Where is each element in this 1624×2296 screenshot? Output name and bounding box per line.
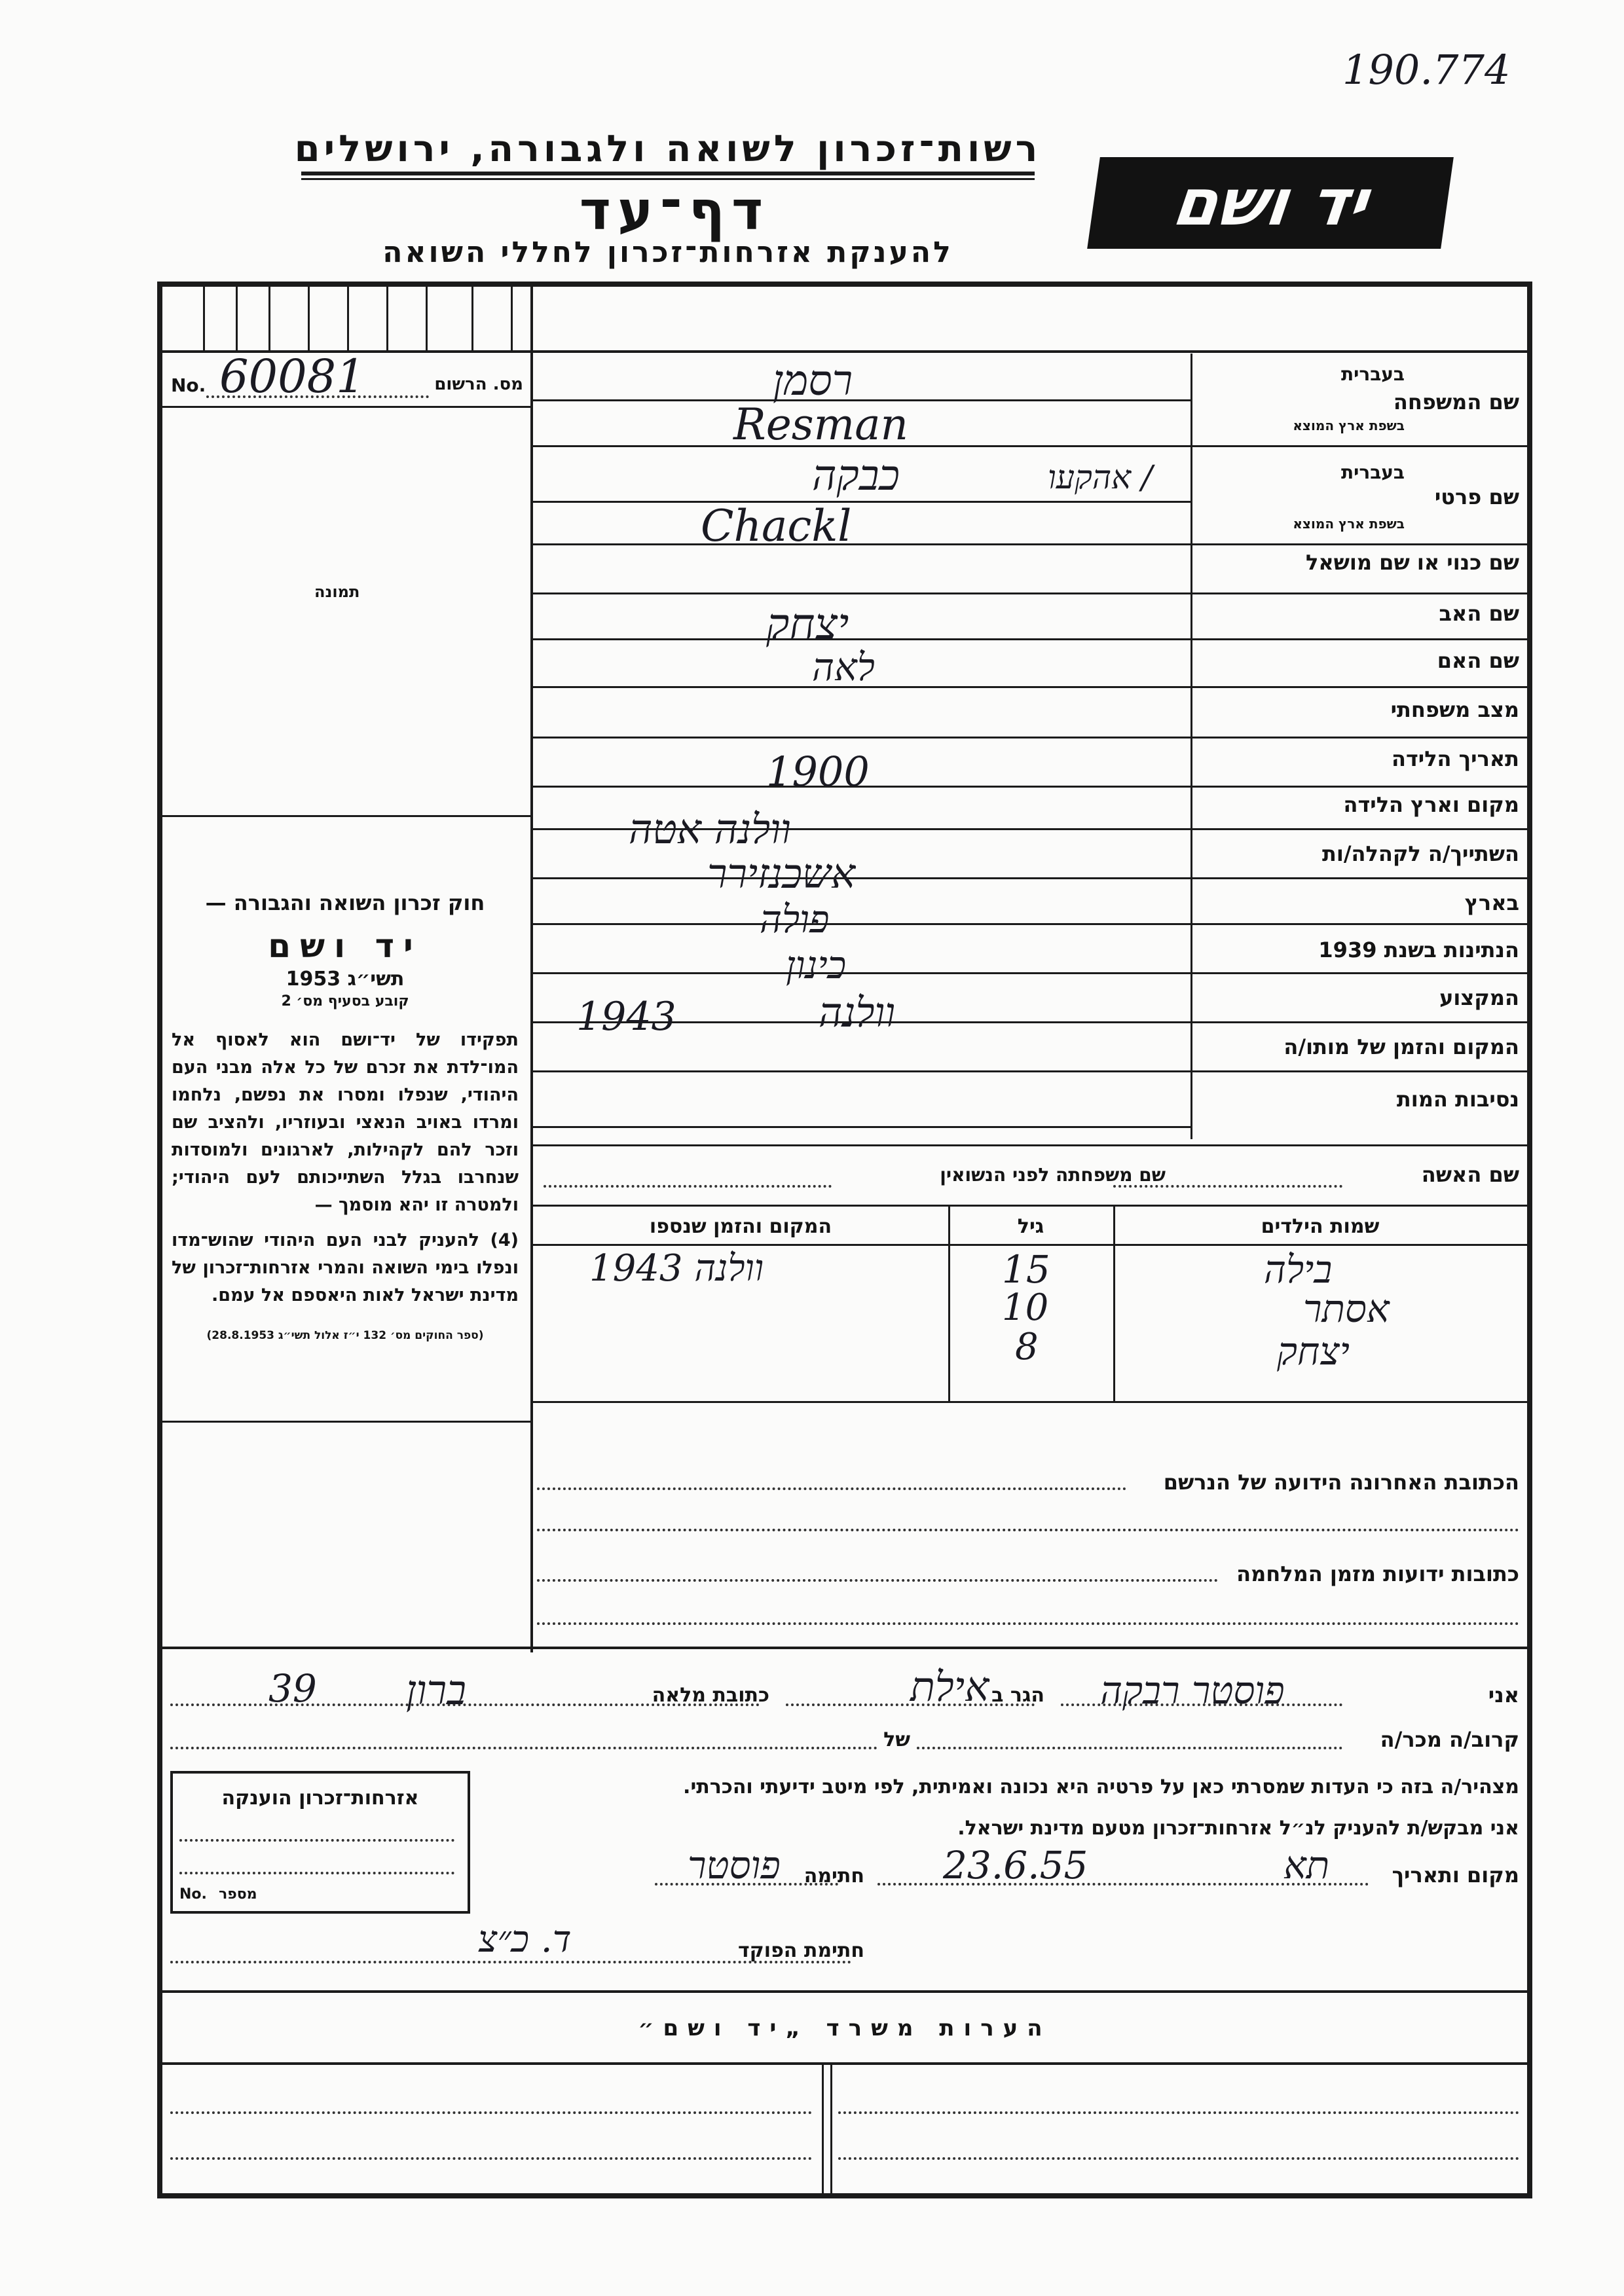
family-name-native-label: בשפת ארץ המוצא <box>1293 418 1405 433</box>
reg-row-line <box>157 406 533 408</box>
registration-number-row <box>167 350 527 406</box>
citizenship-title: אזרחות־זכרון הוענקה <box>221 1787 419 1810</box>
ticket-div-3 <box>268 284 270 351</box>
frame-left <box>157 282 162 2198</box>
wartime-dots-2 <box>537 1622 1519 1625</box>
lives-in-label: הגר ב <box>991 1684 1044 1707</box>
authority-title: רשות־זכרון לשואה ולגבורה, ירושלים <box>294 128 1042 170</box>
citizenship-box <box>170 1771 470 1914</box>
notes-dots-4 <box>838 2157 1519 2160</box>
ticket-div-4 <box>308 284 310 351</box>
last-address-dots-2 <box>537 1529 1519 1531</box>
birth-place-label: מקום וארץ הלידה <box>1343 792 1519 817</box>
first-name-native-label: בשפת ארץ המוצא <box>1293 516 1405 532</box>
marital-line <box>533 737 1527 738</box>
law-citation: (ספר החוקים מס׳ 132 י״ז אלול תשי״ג 28.8.1953) <box>206 1329 484 1342</box>
authority-underline <box>301 172 1035 175</box>
officer-label: חתימת הפוקד <box>738 1939 864 1962</box>
spouse-top-line <box>533 1144 1527 1146</box>
ticket-div-2 <box>236 284 238 351</box>
first-name-native-value: Chackl <box>701 501 852 551</box>
declaration-text: מצהיר/ה בזה כי העדות שמסרתי כאן על פרטיה היא נכונה ואמיתית, לפי מיטב ידיעתי והכרתי. <box>683 1776 1519 1798</box>
first-name-line-1 <box>533 501 1190 503</box>
frame-top <box>157 282 1532 287</box>
wife-dots <box>1113 1185 1342 1188</box>
maiden-name-label: שם משפחתה לפני הנשואין <box>940 1164 1166 1186</box>
family-name-label: שם המשפחה <box>1393 390 1519 414</box>
profession-value: כינון <box>786 943 847 987</box>
death-place-line <box>533 1070 1527 1072</box>
nickname-label: שם כנוי או שם מושאל <box>1305 550 1519 575</box>
request-text: אני מבקש/ת להעניק לנ״ל אזרחות־זכרון מטעם מדינת ישראל. <box>957 1817 1519 1840</box>
child-1-name: בילה <box>1264 1247 1333 1292</box>
residence-1939-label: הנתינות בשנת 1939 <box>1318 938 1519 962</box>
law-section: קובע בסעיף מס׳ 2 <box>281 993 409 1010</box>
first-name-extra-value: / אהקעו <box>1048 458 1153 496</box>
last-address-dots-1 <box>537 1487 1126 1490</box>
community-label: השתייך/ה לקהלה/ות <box>1321 841 1519 866</box>
notes-dots-3 <box>838 2111 1519 2114</box>
profession-label: המקצוע <box>1439 985 1519 1010</box>
law-paragraph-2: (4) להעניק לבני העם היהודי שהוש־מדו ונפלו בימי השואה והמרי אזרחות־זכרון של מדינת ישראל לאות היאספם אל עמם. <box>172 1230 519 1305</box>
wife-label: שם האשה <box>1421 1162 1519 1187</box>
children-age-header: גיל <box>1017 1215 1044 1238</box>
witness-city-value: אילת <box>910 1663 989 1711</box>
wartime-dots-1 <box>537 1579 1218 1582</box>
father-line <box>533 638 1527 640</box>
citizenship-number-label: מספר <box>219 1886 257 1903</box>
form-subtitle: להענקת אזרחות־זכרון לחללי השואה <box>382 236 953 269</box>
last-address-label: הכתובת האחרונה הידועה של הנרשם <box>1163 1470 1519 1495</box>
full-address-label: כתובת מלאה <box>652 1684 769 1707</box>
form-title: דף־עד <box>579 180 770 242</box>
law-title: חוק זכרון השואה והגבורה — <box>205 890 485 915</box>
witness-top-line <box>157 1647 1532 1649</box>
citizenship-no-label: No. <box>179 1886 207 1903</box>
ticket-div-9 <box>511 284 513 351</box>
archive-stamp-number: 190.774 <box>1342 46 1511 94</box>
relative-dots <box>917 1747 1342 1749</box>
family-name-hebrew-value: רסמן <box>773 357 853 405</box>
reg-dots <box>206 395 429 398</box>
death-place-value: וולנה <box>819 989 896 1036</box>
reg-label: מס. הרשום <box>434 374 523 394</box>
child-1-age: 15 <box>1002 1247 1050 1292</box>
children-header-line <box>533 1244 1527 1246</box>
law-name: יד ושם <box>268 927 422 965</box>
notes-dots-1 <box>170 2111 812 2114</box>
law-bottom-line <box>157 1421 533 1423</box>
place-date-label: מקום ותאריך <box>1392 1863 1519 1887</box>
first-name-line-2 <box>533 543 1527 545</box>
death-year-value: 1943 <box>576 994 676 1040</box>
date-value: 23.6.55 <box>943 1843 1088 1887</box>
child-2-name: אסתר <box>1303 1286 1390 1331</box>
nickname-line <box>533 592 1527 594</box>
ticket-div-5 <box>347 284 349 351</box>
left-column-divider <box>530 284 533 1652</box>
notes-top-line <box>157 1990 1532 1993</box>
father-value: יצחק <box>766 599 849 649</box>
residence-1939-line <box>533 972 1527 974</box>
ticket-div-6 <box>386 284 388 351</box>
mother-line <box>533 686 1527 688</box>
profession-line <box>533 1021 1527 1023</box>
photo-label: תמונה <box>314 583 360 601</box>
death-circumstances-label: נסיבות המות <box>1396 1087 1519 1112</box>
of-dots <box>170 1747 877 1749</box>
child-2-age: 10 <box>1002 1286 1049 1329</box>
child-3-name: יצחק <box>1277 1329 1350 1374</box>
children-top-line <box>533 1205 1527 1207</box>
mother-label: שם האם <box>1437 648 1519 673</box>
first-name-top-line <box>1190 445 1527 447</box>
children-names-header: שמות הילדים <box>1261 1215 1380 1238</box>
citizenship-dots-2 <box>179 1872 454 1874</box>
family-name-native-value: Resman <box>733 399 909 450</box>
office-notes-title: הערות משרד „יד ושם״ <box>638 2015 1052 2041</box>
place-value: תא <box>1283 1843 1330 1887</box>
first-name-hebrew-label: בעברית <box>1340 462 1405 483</box>
wartime-address-label: כתובות ידועות מזמן המלחמה <box>1236 1561 1519 1586</box>
mother-value: לאה <box>812 645 875 689</box>
frame-right <box>1527 282 1532 2198</box>
country-line <box>533 923 1527 925</box>
yad-vashem-logo <box>1087 157 1454 249</box>
maiden-dots <box>544 1185 832 1188</box>
community-line <box>533 877 1527 879</box>
signature-label: חתימה <box>803 1865 864 1887</box>
law-paragraph-1: תפקידו של יד־ושם הוא לאסוף אל המו־לדת את זכרם של כל אלה מבני העם היהודי, שנפלו ומסרו את נפשם, נלחמו ומרדו באויב הנאצי ובעוזריו, ולהציב שם וזכר להם לקהילות, לארגונים ולמוסדות שנחרבו בגלל השתייכותם לעם היהודי; ולמטרה זו יהא מוסמך — <box>172 1030 519 1215</box>
witness-name-value: פוסטר רבקה <box>1100 1668 1285 1713</box>
witness-i-label: אני <box>1488 1683 1519 1707</box>
family-name-hebrew-label: בעברית <box>1340 363 1405 385</box>
law-year: תשי״ג 1953 <box>286 968 405 991</box>
marital-label: מצב משפחתי <box>1390 697 1519 722</box>
community-value: וולנה אטה <box>629 805 791 853</box>
witness-street-value: ברון <box>406 1666 467 1714</box>
ticket-div-8 <box>471 284 473 351</box>
law-text-block <box>172 890 519 1342</box>
first-name-label: שם פרטי <box>1434 484 1519 509</box>
witness-house-value: 39 <box>268 1666 317 1711</box>
first-name-hebrew-value: כבקה <box>812 452 900 500</box>
ticket-div-7 <box>426 284 428 351</box>
officer-signature: ד. כ״צ <box>478 1918 572 1961</box>
relative-label: קרוב/ה מכר/ה <box>1380 1727 1519 1752</box>
notes-header-line <box>157 2062 1532 2065</box>
of-label: של <box>883 1728 910 1751</box>
officer-dots <box>170 1961 851 1963</box>
reg-number: 60081 <box>219 350 365 403</box>
photo-bottom-line <box>157 815 533 817</box>
birth-date-value: 1900 <box>766 748 870 795</box>
citizenship-dots-1 <box>179 1839 454 1842</box>
death-place-label: המקום והזמן של מותו/ה <box>1283 1034 1519 1059</box>
logo-text: יד ושם <box>1168 166 1373 240</box>
residence-1939-value: פולה <box>760 897 830 941</box>
father-label: שם האב <box>1439 601 1519 626</box>
notes-middle-divider <box>822 2062 832 2193</box>
child-3-age: 8 <box>1015 1326 1039 1368</box>
frame-bottom <box>157 2193 1532 2198</box>
notes-dots-2 <box>170 2157 812 2160</box>
birth-date-line <box>533 786 1527 788</box>
signature-value: פוסטר <box>688 1843 781 1887</box>
reg-no-label: No. <box>171 374 206 396</box>
country-value: אשכנזירר <box>707 850 856 898</box>
death-circumstances-line <box>533 1126 1190 1128</box>
children-place-header: המקום והזמן שנספו <box>649 1215 832 1238</box>
children-bottom-line <box>533 1401 1527 1403</box>
country-label: בארץ <box>1464 890 1519 915</box>
birth-date-label: תאריך הלידה <box>1391 746 1519 771</box>
child-1-place: וולנה 1943 <box>589 1247 764 1290</box>
ticket-div-1 <box>203 284 205 351</box>
